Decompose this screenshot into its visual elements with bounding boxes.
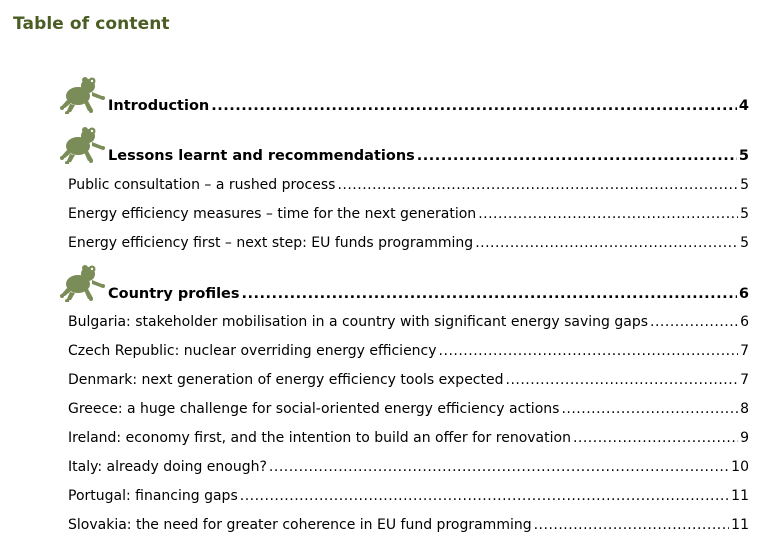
toc-leader-dots — [650, 312, 738, 332]
toc-leader-dots — [573, 428, 738, 448]
toc-section-label: Country profiles — [108, 286, 240, 302]
toc-entry-label: Slovakia: the need for greater coherence in EU fund programming — [68, 517, 532, 533]
frog-icon — [58, 262, 106, 302]
toc-entry[interactable] — [68, 486, 749, 506]
toc-page-number: 6 — [738, 286, 749, 302]
toc-entry-label: Czech Republic: nuclear overriding energy efficiency — [68, 343, 437, 359]
toc-leader-dots — [337, 175, 738, 195]
toc-page-number: 7 — [740, 372, 749, 388]
toc-entry[interactable] — [68, 370, 749, 390]
toc-entry[interactable] — [68, 175, 749, 195]
toc-page-number: 5 — [740, 206, 749, 222]
toc-section-label: Lessons learnt and recommendations — [108, 148, 415, 164]
toc-page-number: 5 — [740, 177, 749, 193]
toc-leader-dots — [478, 204, 738, 224]
toc-entry[interactable] — [68, 515, 749, 535]
toc-leader-dots — [211, 96, 737, 116]
toc-page-number: 6 — [740, 314, 749, 330]
toc-page-number: 10 — [731, 459, 749, 475]
toc-leader-dots — [417, 146, 737, 166]
toc-leader-dots — [269, 457, 729, 477]
toc-entry-label: Greece: a huge challenge for social-oriented energy efficiency actions — [68, 401, 560, 417]
toc-leader-dots — [561, 399, 738, 419]
toc-entry-label: Energy efficiency measures – time for the next generation — [68, 206, 477, 222]
toc-leader-dots — [439, 341, 739, 361]
toc-page-number: 5 — [738, 148, 749, 164]
toc-entry[interactable] — [68, 312, 749, 332]
toc-section-introduction[interactable] — [108, 96, 749, 116]
toc-leader-dots — [475, 233, 738, 253]
toc-page-number: 5 — [740, 235, 749, 251]
toc-leader-dots — [240, 486, 729, 506]
page-title: Table of content — [13, 14, 170, 34]
toc-leader-dots — [534, 515, 730, 535]
toc-entry[interactable] — [68, 204, 749, 224]
toc-page-number: 8 — [740, 401, 749, 417]
toc-page-number: 11 — [731, 517, 749, 533]
toc-entry[interactable] — [68, 428, 749, 448]
toc-entry-label: Denmark: next generation of energy efficiency tools expected — [68, 372, 504, 388]
toc-leader-dots — [506, 370, 739, 390]
toc-entry-label: Bulgaria: stakeholder mobilisation in a country with significant energy saving gaps — [68, 314, 649, 330]
toc-page-number: 7 — [740, 343, 749, 359]
toc-leader-dots — [242, 284, 737, 304]
toc-entry-label: Energy efficiency first – next step: EU funds programming — [68, 235, 474, 251]
toc-section-lessons[interactable] — [108, 146, 749, 166]
toc-entry[interactable] — [68, 399, 749, 419]
frog-icon — [58, 124, 106, 164]
toc-entry-label: Ireland: economy first, and the intention to build an offer for renovation — [68, 430, 571, 446]
toc-page-number: 11 — [731, 488, 749, 504]
toc-entry-label: Italy: already doing enough? — [68, 459, 267, 475]
toc-page-number: 4 — [738, 98, 749, 114]
toc-page-number: 9 — [740, 430, 749, 446]
frog-icon — [58, 74, 106, 114]
toc-entry-label: Public consultation – a rushed process — [68, 177, 336, 193]
toc-section-label: Introduction — [108, 98, 210, 114]
toc-entry[interactable] — [68, 457, 749, 477]
toc-entry[interactable] — [68, 233, 749, 253]
toc-entry[interactable] — [68, 341, 749, 361]
toc-section-country-profiles[interactable] — [108, 284, 749, 304]
toc-entry-label: Portugal: financing gaps — [68, 488, 238, 504]
